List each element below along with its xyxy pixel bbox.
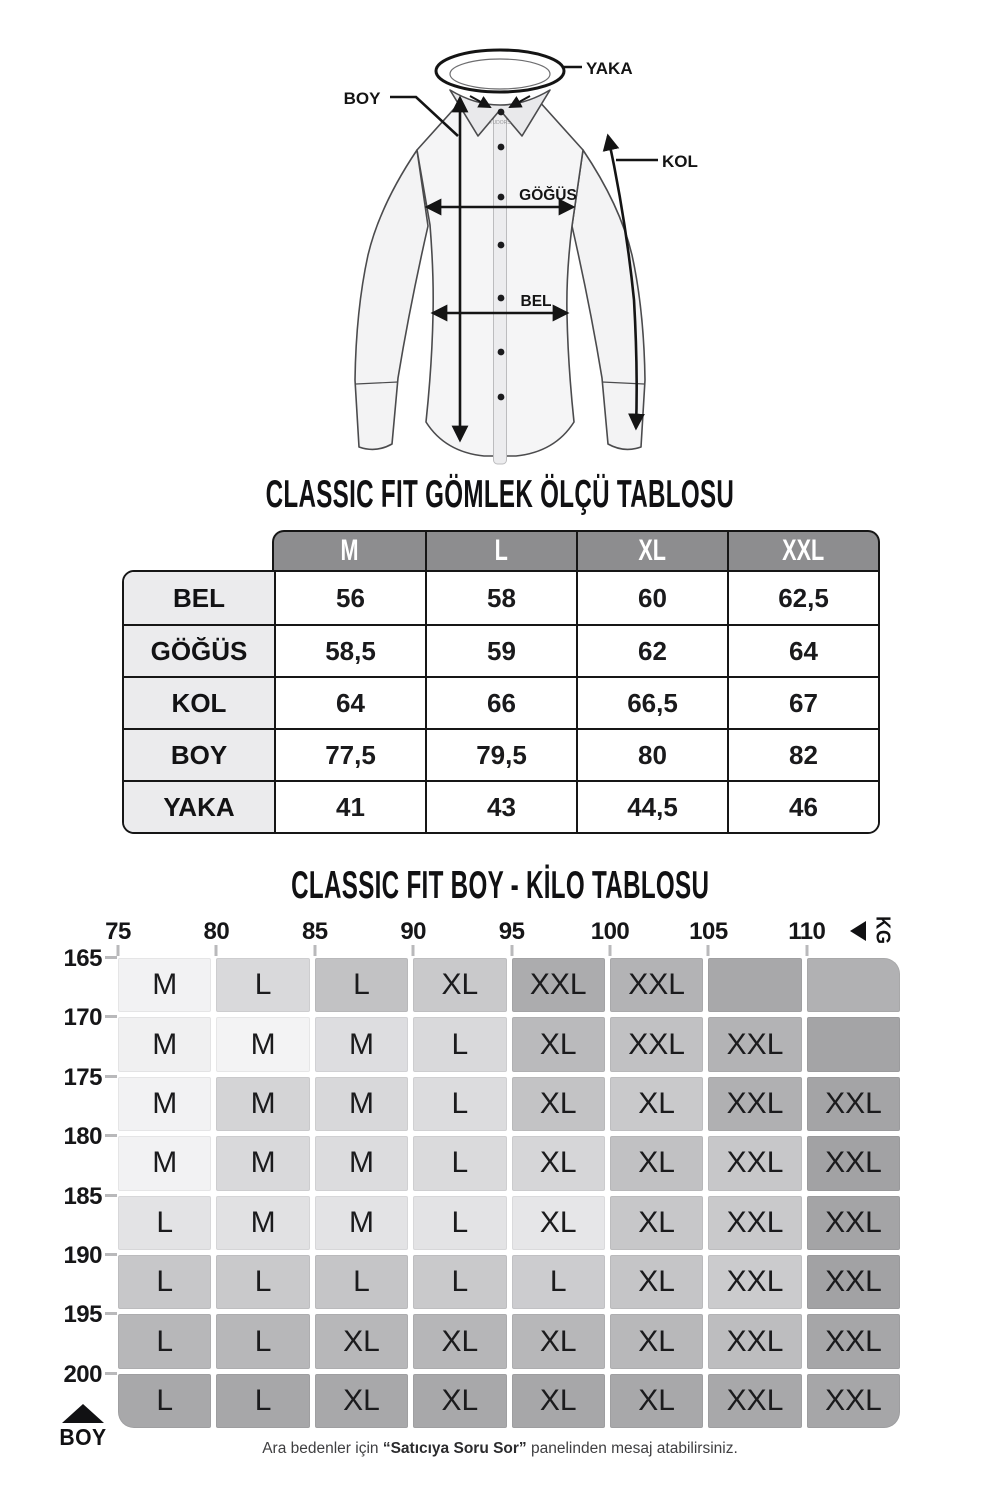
boy-axis-tick [105, 956, 117, 959]
matrix-cell: XL [413, 1374, 506, 1428]
matrix-cell: XXL [610, 958, 703, 1012]
size-table-column-header: L [425, 532, 576, 570]
matrix-title: CLASSIC FIT BOY - KİLO TABLOSU [290, 864, 710, 907]
matrix-cell: XL [512, 1314, 605, 1368]
matrix-cell: L [216, 1314, 309, 1368]
matrix-cell: M [315, 1077, 408, 1131]
matrix-cell: L [413, 1077, 506, 1131]
size-table-value: 62,5 [727, 572, 878, 624]
boy-axis-tick [105, 1194, 117, 1197]
matrix-cell: XL [413, 1314, 506, 1368]
kg-arrow-left-icon [850, 921, 866, 941]
boy-axis-label: 165 [63, 945, 102, 972]
boy-axis-label: 180 [63, 1123, 102, 1151]
matrix-cell: M [216, 1196, 309, 1250]
matrix-cell-empty [807, 958, 900, 1012]
boy-axis-label: 175 [63, 1063, 102, 1091]
footer-note: Ara bedenler için “Satıcıya Soru Sor” panelinden mesaj atabilirsiniz. [262, 1440, 738, 1457]
size-table-value: 59 [425, 624, 576, 676]
matrix-cell: L [413, 1017, 506, 1071]
size-table-value: 62 [576, 624, 727, 676]
matrix-cell: XXL [807, 1196, 900, 1250]
shirt-measurement-diagram [320, 20, 740, 470]
size-table-value: 58 [425, 572, 576, 624]
kg-axis-label: 105 [689, 918, 728, 945]
matrix-cell: M [216, 1077, 309, 1131]
size-table-value: 60 [576, 572, 727, 624]
matrix-cell-empty [807, 1017, 900, 1071]
matrix-cell: XXL [708, 1136, 801, 1190]
boy-axis-tick [105, 1075, 117, 1078]
matrix-cell: XL [512, 1017, 605, 1071]
matrix-cell: L [413, 1255, 506, 1309]
shirt-placket [494, 108, 507, 464]
boy-axis-tick [105, 1372, 117, 1375]
kg-axis-label: 90 [400, 918, 427, 945]
bel-label: BEL [520, 293, 552, 310]
matrix-cell: XXL [708, 1196, 801, 1250]
matrix-cell: L [413, 1196, 506, 1250]
matrix-cell: XL [413, 958, 506, 1012]
matrix-cell: XXL [610, 1017, 703, 1071]
matrix-cell: XL [512, 1077, 605, 1131]
kg-axis-tick [707, 945, 710, 956]
boy-axis-tick [105, 1015, 117, 1018]
matrix-cell: L [118, 1314, 211, 1368]
boy-axis-title: BOY [59, 1424, 107, 1450]
size-table-value: 77,5 [274, 728, 425, 780]
kg-axis-label: 80 [203, 918, 230, 945]
size-table-column-header: XL [576, 532, 727, 570]
matrix-cell: M [118, 958, 211, 1012]
size-table-value: 64 [274, 676, 425, 728]
matrix-cell: XXL [708, 1017, 801, 1071]
size-table-value: 41 [274, 780, 425, 832]
size-table-value: 79,5 [425, 728, 576, 780]
gogus-label: GÖĞÜS [519, 187, 577, 204]
kg-axis-tick [510, 945, 513, 956]
matrix-cell: M [315, 1136, 408, 1190]
matrix-cell: XL [610, 1314, 703, 1368]
matrix-cell: XL [610, 1255, 703, 1309]
boy-axis-label: 170 [63, 1004, 102, 1032]
size-table-value: 66 [425, 676, 576, 728]
matrix-cell: L [315, 958, 408, 1012]
size-table-row-label: KOL [124, 676, 274, 728]
kg-axis-label: 85 [301, 918, 328, 945]
kg-axis-marker [850, 916, 898, 945]
matrix-cell: XXL [807, 1255, 900, 1309]
matrix-cell: M [315, 1017, 408, 1071]
matrix-cell: M [118, 1017, 211, 1071]
matrix-cell: XXL [708, 1314, 801, 1368]
kg-axis-tick [805, 945, 808, 956]
boy-axis-tick [105, 1134, 117, 1137]
matrix-cell: L [216, 1255, 309, 1309]
size-table-value: 46 [727, 780, 878, 832]
kg-axis-label: 75 [105, 918, 131, 945]
matrix-cell: L [512, 1255, 605, 1309]
kg-axis-title: KG [871, 916, 894, 945]
size-table-row-label: GÖĞÜS [124, 624, 274, 676]
matrix-cell: M [118, 1077, 211, 1131]
matrix-cell: XL [512, 1136, 605, 1190]
boy-arrow-up-icon [62, 1404, 104, 1423]
matrix-cell: M [118, 1136, 211, 1190]
matrix-cell: L [315, 1255, 408, 1309]
kg-axis-tick [215, 945, 218, 956]
matrix-cell: XL [610, 1196, 703, 1250]
yaka-label: YAKA [586, 59, 633, 78]
size-table-value: 58,5 [274, 624, 425, 676]
shirt-left-sleeve [355, 150, 428, 449]
boy-axis-label: 200 [63, 1360, 102, 1388]
matrix-cell: XXL [807, 1374, 900, 1428]
kg-axis-tick [313, 945, 316, 956]
matrix-cell: L [216, 1374, 309, 1428]
size-table-value: 67 [727, 676, 878, 728]
boy-axis-label: 195 [63, 1301, 102, 1329]
size-table-header [272, 530, 880, 570]
kg-axis-label: 95 [498, 918, 525, 945]
boy-axis-tick [105, 1253, 117, 1256]
boy-axis-label: 185 [63, 1182, 102, 1210]
size-table-row-label: YAKA [124, 780, 274, 832]
matrix-cell: XL [610, 1077, 703, 1131]
matrix-cell: L [216, 958, 309, 1012]
matrix-cell: XXL [708, 1077, 801, 1131]
size-table-value: 80 [576, 728, 727, 780]
matrix-cell: XL [315, 1374, 408, 1428]
matrix-cell-empty [708, 958, 801, 1012]
size-table-column-header: XXL [727, 532, 878, 570]
matrix-cell: L [118, 1196, 211, 1250]
size-table-value: 64 [727, 624, 878, 676]
matrix-cell: M [216, 1136, 309, 1190]
matrix-cell: XL [512, 1196, 605, 1250]
matrix-cell: L [118, 1255, 211, 1309]
size-table-value: 66,5 [576, 676, 727, 728]
matrix-cell: XL [610, 1374, 703, 1428]
matrix-cell: XL [512, 1374, 605, 1428]
size-table-title: CLASSIC FIT GÖMLEK ÖLÇÜ TABLOSU [265, 473, 735, 516]
size-table-value: 82 [727, 728, 878, 780]
matrix-cell: XXL [708, 1255, 801, 1309]
matrix-cell: XXL [708, 1374, 801, 1428]
matrix-cell: M [216, 1017, 309, 1071]
size-table-row-label: BOY [124, 728, 274, 780]
matrix-cell: XL [315, 1314, 408, 1368]
matrix-cell: XXL [807, 1077, 900, 1131]
matrix-cell: L [413, 1136, 506, 1190]
matrix-cell: XL [610, 1136, 703, 1190]
kg-axis-tick [412, 945, 415, 956]
yaka-measure-ellipse [436, 50, 564, 92]
matrix-cell: XXL [807, 1136, 900, 1190]
kg-axis-label: 100 [590, 918, 630, 945]
kg-axis-label: 110 [788, 918, 826, 945]
boy-label: BOY [343, 89, 381, 108]
matrix-grid [118, 958, 900, 1428]
kol-label: KOL [662, 152, 698, 171]
matrix-cell: M [315, 1196, 408, 1250]
size-table-row-label: BEL [124, 572, 274, 624]
size-table-value: 56 [274, 572, 425, 624]
boy-axis-label: 190 [63, 1242, 102, 1269]
size-table-column-header: M [340, 534, 359, 567]
matrix-cell: L [118, 1374, 211, 1428]
matrix-cell: XXL [807, 1314, 900, 1368]
size-table-value: 44,5 [576, 780, 727, 832]
size-table-value: 43 [425, 780, 576, 832]
kg-axis-tick [117, 945, 120, 956]
matrix-cell: XXL [512, 958, 605, 1012]
brand-mark: TUDORS [489, 120, 511, 126]
kg-axis-tick [609, 945, 612, 956]
boy-axis-tick [105, 1312, 117, 1315]
size-table-body [122, 570, 880, 834]
